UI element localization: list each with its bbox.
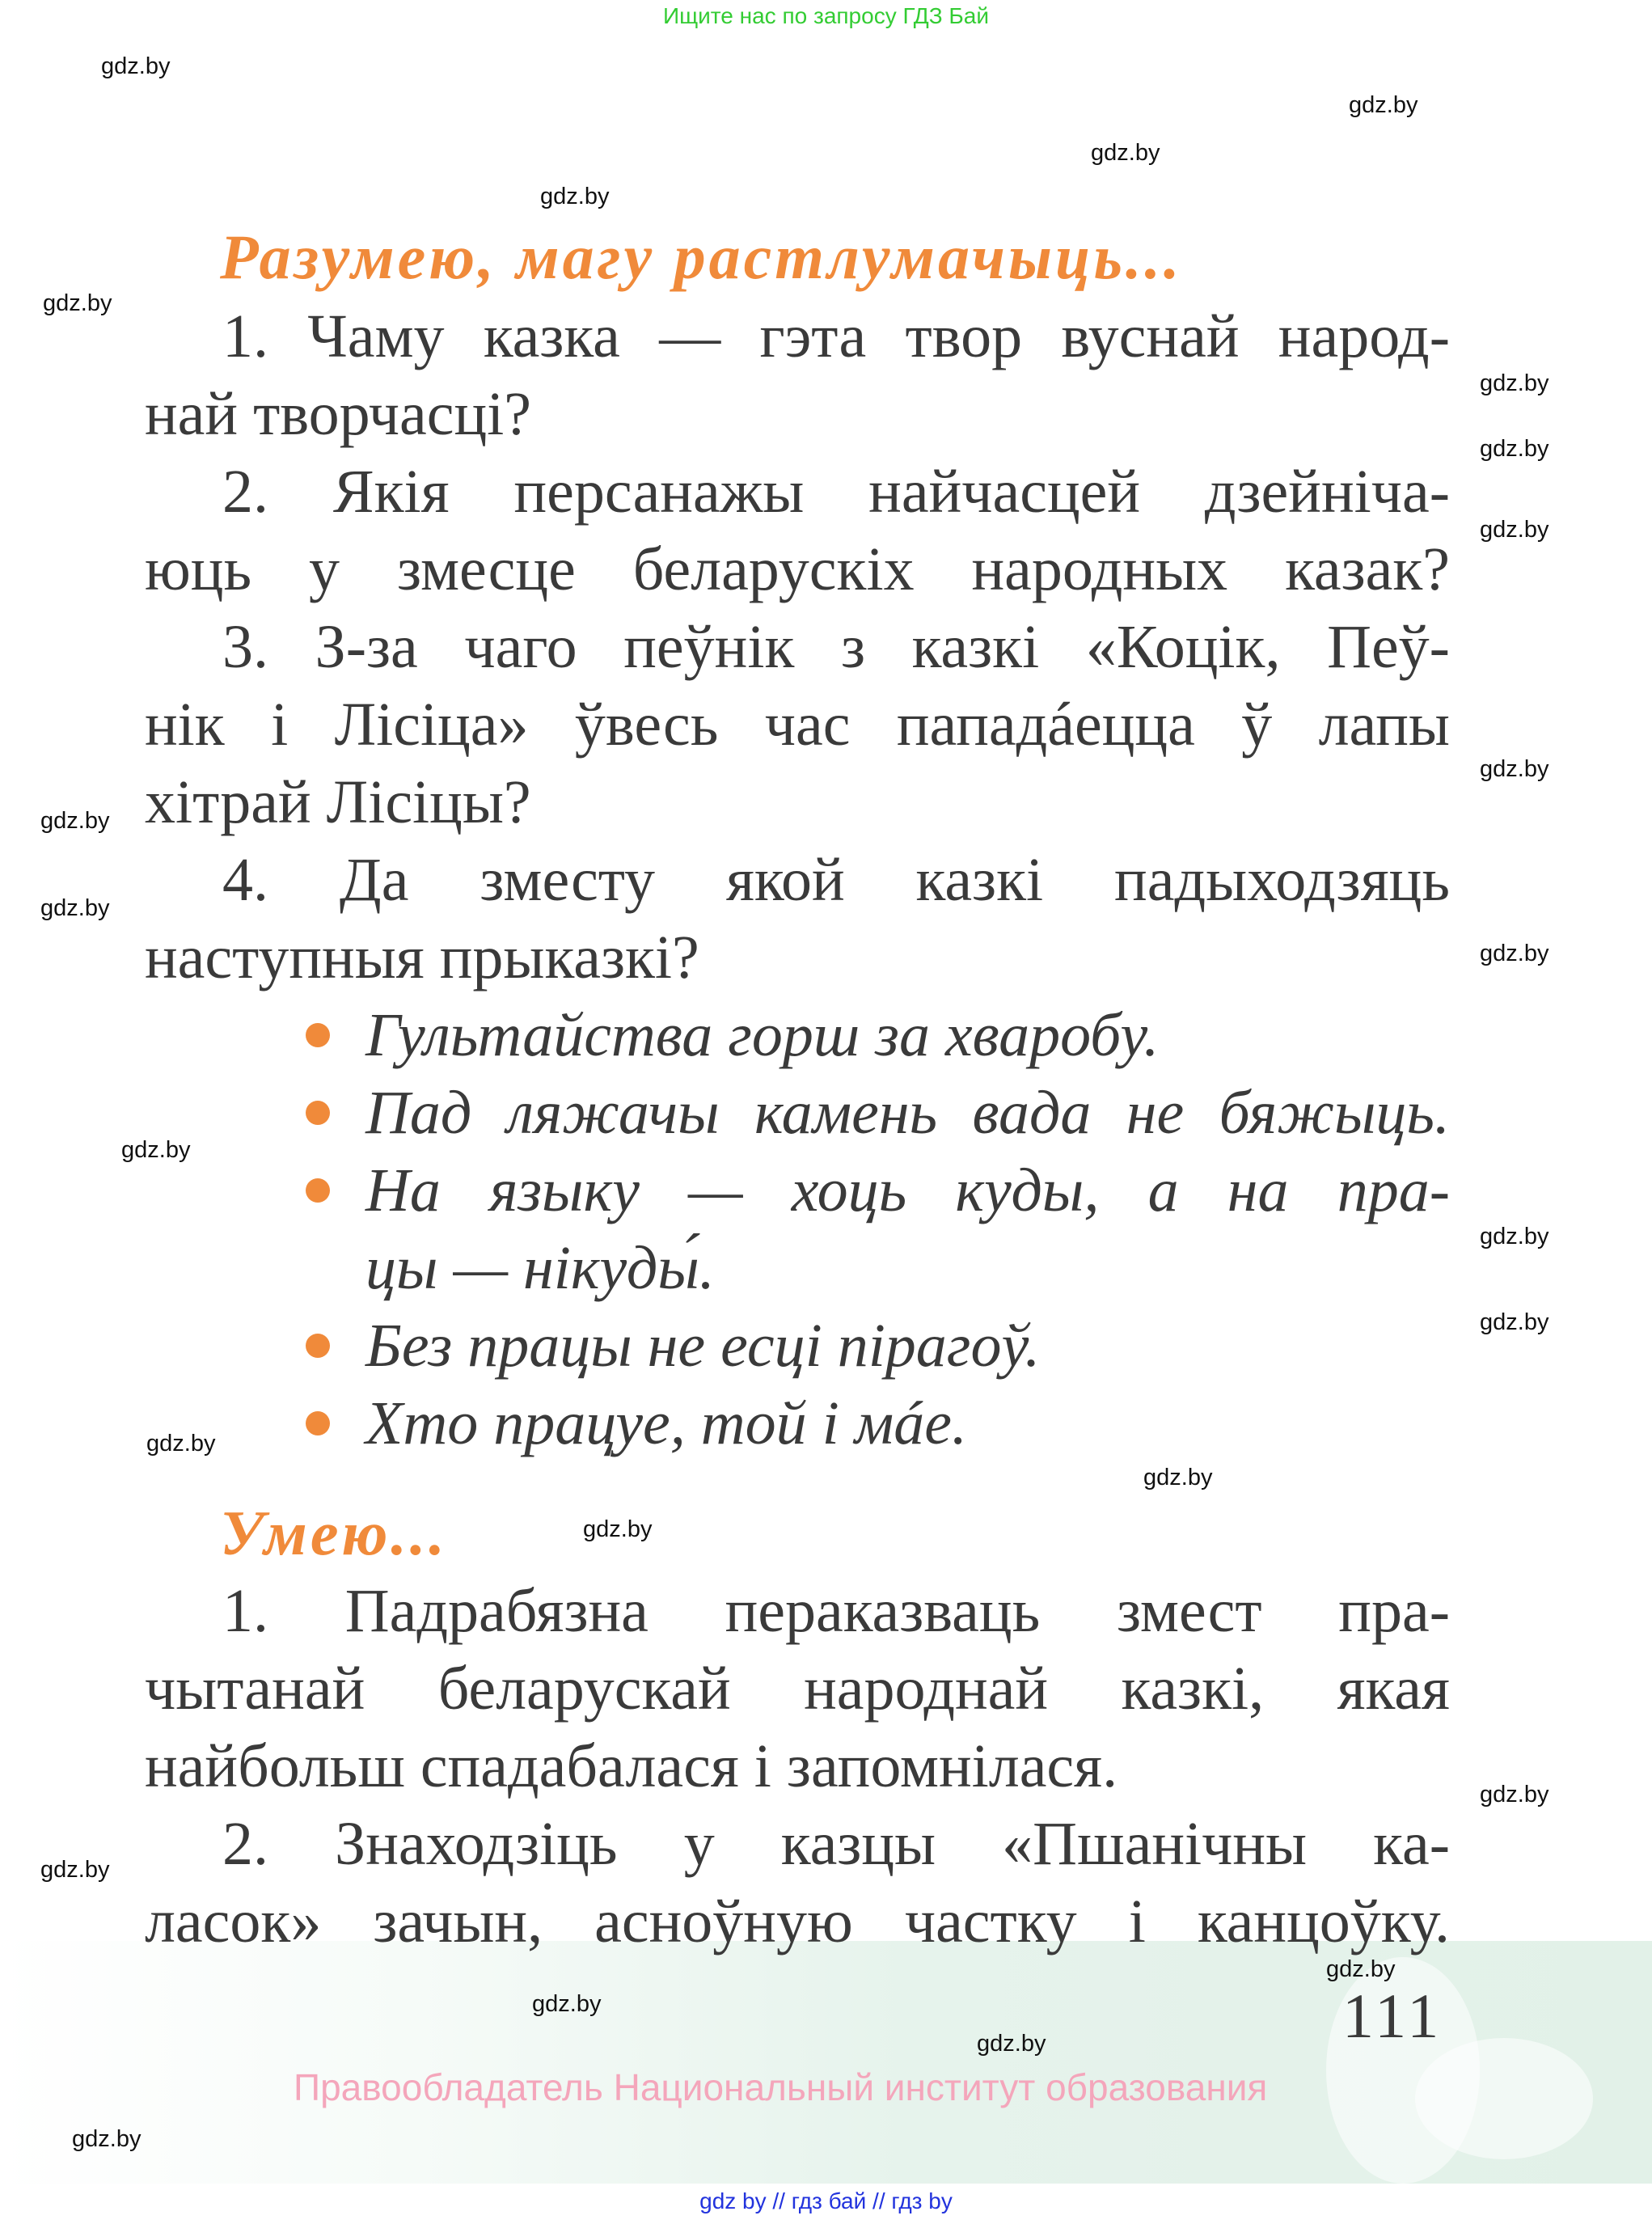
watermark: gdz.by [40, 1857, 110, 1883]
proverb-item: На языку — хоць куды, а на пра- [365, 1156, 1450, 1224]
watermark: gdz.by [1480, 1309, 1549, 1335]
watermark: gdz.by [532, 1991, 602, 2017]
question-line: нік і Лісіца» ўвесь час пападáецца ў лапы [145, 691, 1450, 759]
proverb-item: Без працы не есці пірагоў. [365, 1312, 1041, 1380]
watermark: gdz.by [1143, 1465, 1213, 1490]
watermark: gdz.by [101, 53, 171, 79]
bullet-icon [306, 1101, 330, 1125]
watermark: gdz.by [1091, 140, 1160, 166]
search-hint-link[interactable]: Ищите нас по запросу ГДЗ Бай [662, 3, 990, 28]
proverb-item-continued: цы — нікуды́. [365, 1234, 715, 1302]
question-line: 3. З-за чаго пеўнік з казкі «Коцік, Пеў- [222, 613, 1450, 681]
decor-circle [1415, 2038, 1593, 2159]
question-line: 1. Чаму казка — гэта твор вуснай народ- [222, 302, 1450, 370]
watermark: gdz.by [977, 2031, 1046, 2057]
watermark: gdz.by [583, 1516, 653, 1542]
section-heading-understand: Разумею, магу растлумачыць... [220, 222, 1183, 292]
question-line: 4. Да зместу якой казкі падыходзяць [222, 846, 1450, 914]
watermark: gdz.by [43, 290, 112, 316]
watermark: gdz.by [72, 2126, 142, 2152]
proverb-item: Хто працуе, той і мáе. [365, 1389, 968, 1457]
bullet-icon [306, 1178, 330, 1203]
watermark: gdz.by [540, 184, 610, 209]
footer-links[interactable]: gdz by // гдз бай // гдз by [699, 2188, 953, 2213]
proverb-item: Гультайства горш за хваробу. [365, 1001, 1160, 1069]
watermark: gdz.by [121, 1137, 191, 1163]
question-line: 2. Якія персанажы найчасцей дзейніча- [222, 458, 1450, 526]
section-heading-can: Умею... [220, 1498, 448, 1568]
proverb-item: Пад ляжачы камень вада не бяжыць. [365, 1079, 1450, 1147]
bullet-icon [306, 1411, 330, 1435]
watermark: gdz.by [1480, 517, 1549, 543]
bullet-icon [306, 1023, 330, 1047]
skill-line: 2. Знаходзіць у казцы «Пшанічны ка- [222, 1810, 1450, 1878]
watermark: gdz.by [146, 1431, 216, 1457]
skill-line: найбольш спадабалася і запомнілася. [145, 1732, 1118, 1800]
question-line: наступныя прыказкі? [145, 924, 699, 991]
watermark: gdz.by [1326, 1956, 1396, 1982]
copyright-notice: Правообладатель Национальный институт образования [294, 2066, 1268, 2108]
question-line: най творчасці? [145, 380, 531, 448]
skill-line: ласок» зачын, асноўную частку і канцоўку. [145, 1888, 1450, 1956]
question-line: юць у змесце беларускіх народных казак? [145, 535, 1450, 603]
question-line: хітрай Лісіцы? [145, 768, 531, 836]
watermark: gdz.by [40, 895, 110, 921]
watermark: gdz.by [1349, 92, 1418, 118]
watermark: gdz.by [1480, 436, 1549, 462]
bullet-icon [306, 1334, 330, 1358]
page-number: 111 [1342, 1981, 1443, 2051]
skill-line: 1. Падрабязна пераказваць змест пра- [222, 1577, 1450, 1645]
watermark: gdz.by [1480, 1224, 1549, 1249]
watermark: gdz.by [40, 808, 110, 834]
watermark: gdz.by [1480, 756, 1549, 782]
skill-line: чытанай беларускай народнай казкі, якая [145, 1655, 1450, 1723]
watermark: gdz.by [1480, 370, 1549, 396]
watermark: gdz.by [1480, 1782, 1549, 1808]
watermark: gdz.by [1480, 941, 1549, 966]
